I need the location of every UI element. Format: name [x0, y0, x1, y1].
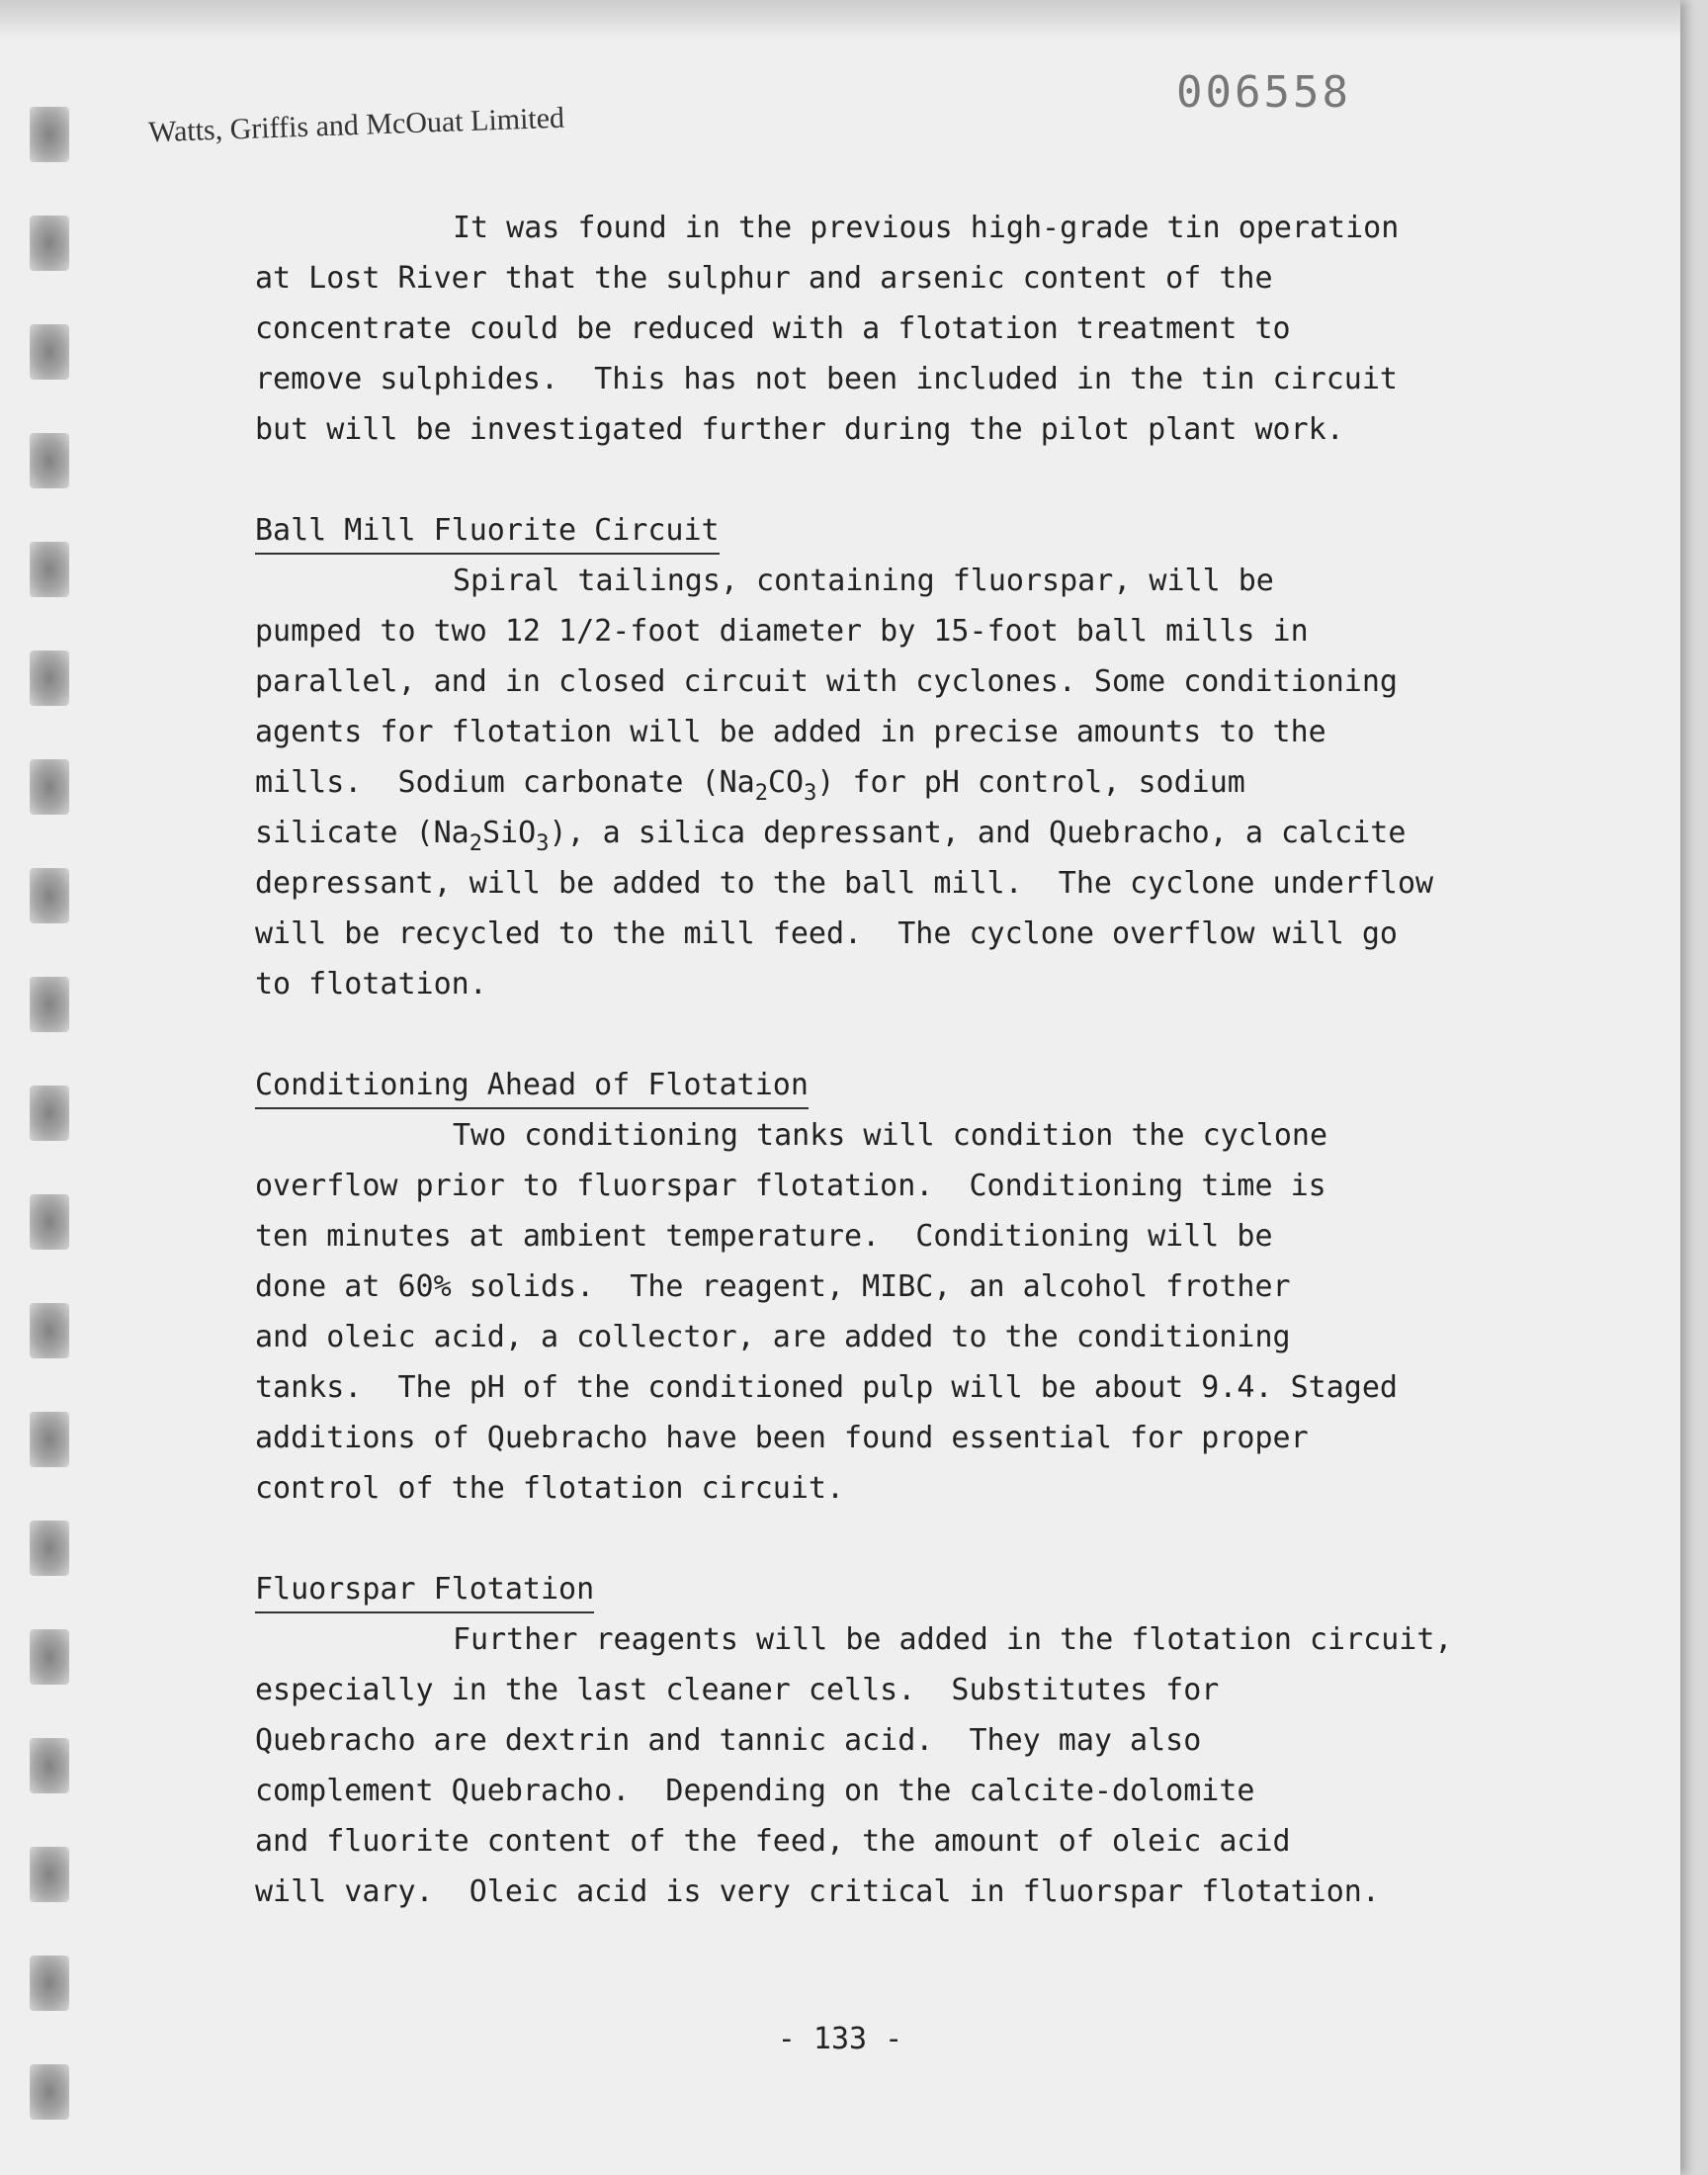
binder-hole: [30, 1194, 69, 1250]
section-heading: Conditioning Ahead of Flotation: [255, 1064, 809, 1109]
section-paragraph: [255, 1110, 1580, 1514]
binder-hole: [30, 1521, 69, 1576]
section-heading: Ball Mill Fluorite Circuit: [255, 509, 720, 555]
binder-hole: [30, 759, 69, 815]
subscript: 3: [804, 781, 817, 806]
binder-holes: [0, 99, 79, 2175]
binder-hole: [30, 324, 69, 380]
subscript: 3: [536, 831, 550, 856]
paragraph-text: ), a silica depressant, and Quebracho, a calcite depressant, will be added to the ball mill. The cyclone underflow will be recycled to the mill feed. The cyclone overflow will go to flotation.: [255, 816, 1434, 1001]
binder-hole: [30, 216, 69, 271]
page-number: - 133 -: [777, 2022, 903, 2056]
paragraph-first-line: Further reagents will be added in the flotation circuit,: [453, 1622, 1453, 1657]
company-letterhead: Watts, Griffis and McOuat Limited: [147, 101, 565, 149]
section-conditioning: [255, 1060, 1580, 1514]
binder-hole: [30, 1847, 69, 1902]
document-body: [255, 203, 1580, 1917]
paragraph-text: CO: [767, 765, 805, 800]
binder-hole: [30, 868, 69, 923]
intro-paragraph: [255, 203, 1580, 455]
paragraph-text: overflow prior to fluorspar flotation. Conditioning time is ten minutes at ambient temperature. Conditioning will be done at 60% solids. The reagent, MIBC, an alcohol frother and oleic acid, a collector, are added to the conditioning tanks. The pH of the conditioned pulp will be about 9.4. Staged additions of Quebracho have been found essential for proper control of the flotation circuit.: [255, 1169, 1398, 1506]
section-fluorspar-flotation: [255, 1564, 1580, 1917]
binder-hole: [30, 1303, 69, 1358]
binder-hole: [30, 433, 69, 488]
binder-hole: [30, 1738, 69, 1793]
document-number-stamp: 006558: [1176, 67, 1351, 118]
intro-text: It was found in the previous high-grade tin operation at Lost River that the sulphur and arsenic content of the concentrate could be reduced with a flotation treatment to remove sulphides. This has not been included in the tin circuit but will be investigated further during the pilot plant work.: [255, 211, 1400, 447]
paragraph-first-line: Spiral tailings, containing fluorspar, will be: [453, 564, 1274, 598]
section-paragraph: [255, 556, 1580, 1009]
binder-hole: [30, 2064, 69, 2120]
binder-hole: [30, 977, 69, 1032]
section-heading: Fluorspar Flotation: [255, 1568, 594, 1613]
binder-hole: [30, 1412, 69, 1467]
paragraph-first-line: Two conditioning tanks will condition the cyclone: [453, 1118, 1328, 1153]
paragraph-text: pumped to two 12 1/2-foot diameter by 15-foot ball mills in parallel, and in closed circuit with cyclones. Some conditioning agents for flotation will be added in precise amounts to the mills. Sodium carbonate (Na: [255, 614, 1398, 800]
binder-hole: [30, 1956, 69, 2011]
subscript: 2: [754, 781, 768, 806]
top-edge-shadow: [0, 0, 1680, 40]
paragraph-text: SiO: [482, 816, 537, 850]
binder-hole: [30, 542, 69, 597]
binder-hole: [30, 1086, 69, 1141]
subscript: 2: [469, 831, 482, 856]
section-paragraph: [255, 1614, 1580, 1917]
binder-hole: [30, 651, 69, 706]
binder-hole: [30, 1629, 69, 1685]
section-ball-mill: [255, 505, 1580, 1009]
paragraph-text: ) for pH control, sodium silicate (Na: [255, 765, 1245, 850]
binder-hole: [30, 107, 69, 162]
paragraph-text: especially in the last cleaner cells. Substitutes for Quebracho are dextrin and tannic acid. They may also complement Quebracho. Depending on the calcite-dolomite and fluorite content of the feed, the amount of oleic acid will vary. Oleic acid is very critical in fluorspar flotation.: [255, 1673, 1380, 1909]
